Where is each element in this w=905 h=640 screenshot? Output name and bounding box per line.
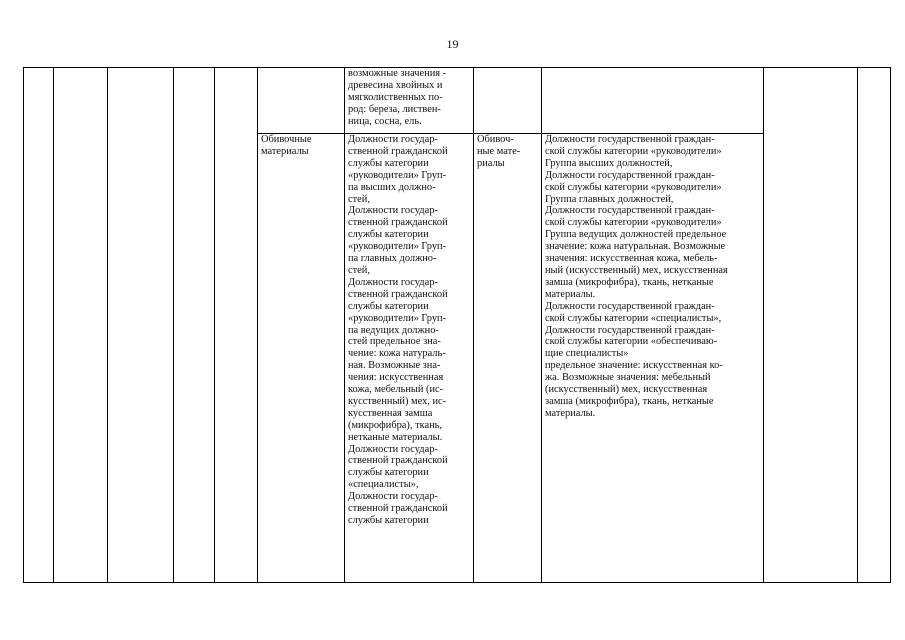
text-line: материалы. bbox=[545, 407, 596, 419]
text-line: древесина хвойных и bbox=[348, 79, 443, 91]
text-line: службы категории bbox=[348, 157, 429, 169]
text-line: па главных должно- bbox=[348, 253, 437, 265]
text-line: «руководители» Груп- bbox=[348, 169, 447, 181]
text-line: стей, bbox=[348, 264, 370, 276]
table-cell-col7-main bbox=[345, 134, 474, 583]
text-line: щие специалисты» bbox=[545, 348, 629, 360]
text-line: «руководители» Груп- bbox=[348, 312, 447, 324]
text-line: замша (микрофибра), ткань, нетканые bbox=[545, 395, 714, 407]
text-line: службы категории bbox=[348, 229, 429, 241]
text-line: Обивоч- bbox=[477, 134, 514, 145]
text-line: ской службы категории «обеспечиваю- bbox=[545, 336, 718, 348]
text-line: предельное значение: искусственная ко- bbox=[545, 360, 723, 372]
text-line: (микрофибра), ткань, bbox=[348, 419, 443, 431]
text-line: стей предельное зна- bbox=[348, 336, 441, 348]
text-line: Должности государ- bbox=[348, 276, 438, 288]
text-line: (искусственный) мех, искусственная bbox=[545, 384, 708, 396]
text-line: замша (микрофибра), ткань, нетканые bbox=[545, 276, 714, 288]
text-line: жа. Возможные значения: мебельный bbox=[545, 372, 711, 384]
text-line: ственной гражданской bbox=[348, 288, 448, 300]
table-cell-col3 bbox=[108, 68, 174, 583]
text-line: стей, bbox=[348, 193, 370, 205]
text-line: ственной гражданской bbox=[348, 217, 448, 229]
text-line: Должности государ- bbox=[348, 134, 438, 145]
text-line: службы категории bbox=[348, 300, 429, 312]
text-line: Должности государственной граждан- bbox=[545, 300, 715, 312]
table-cell-col9-main bbox=[542, 134, 764, 583]
text-line: ской службы категории «специалисты», bbox=[545, 312, 722, 324]
text-line: значение: кожа натуральная. Возможные bbox=[545, 241, 726, 253]
text-line: Должности государ- bbox=[348, 205, 438, 217]
text-line: ской службы категории «руководители» bbox=[545, 145, 722, 157]
table-cell-col2 bbox=[54, 68, 108, 583]
table-cell-col6-main bbox=[258, 134, 345, 583]
table-cell-col7-top bbox=[345, 68, 474, 134]
text-line: Должности государственной граждан- bbox=[545, 205, 715, 217]
text-line: Обивочные bbox=[261, 134, 312, 145]
text-line: па ведущих должно- bbox=[348, 324, 439, 336]
text-line: Группа ведущих должностей предельное bbox=[545, 229, 727, 241]
text-line: материалы bbox=[261, 145, 309, 157]
text-line: чения: искусственная bbox=[348, 372, 444, 384]
text-line: кусственная замша bbox=[348, 407, 433, 419]
table-cell-col9-top bbox=[542, 68, 764, 134]
text-line: Должности государственной граждан- bbox=[545, 169, 715, 181]
text-line: «специалисты», bbox=[348, 479, 419, 491]
text-line: службы категории bbox=[348, 515, 429, 526]
document-table bbox=[23, 67, 891, 583]
text-line: ные мате- bbox=[477, 145, 521, 157]
table-cell-col6-top bbox=[258, 68, 345, 134]
table-cell-col1 bbox=[24, 68, 54, 583]
text-line: ница, сосна, ель. bbox=[348, 115, 422, 127]
text-line: па высших должно- bbox=[348, 181, 436, 193]
text-line: материалы. bbox=[545, 288, 596, 300]
table-row-top bbox=[24, 68, 891, 134]
text-line: ственной гражданской bbox=[348, 503, 448, 515]
table-cell-col11 bbox=[858, 68, 891, 583]
table-cell-col10 bbox=[764, 68, 858, 583]
table-cell-col4 bbox=[174, 68, 215, 583]
text-line: ный (искусственный) мех, искусственная bbox=[545, 264, 728, 276]
text-line: Группа высших должностей, bbox=[545, 157, 673, 169]
text-line: мягколиственных по- bbox=[348, 91, 443, 103]
text-line: ная. Возможные зна- bbox=[348, 360, 441, 372]
text-line: значения: искусственная кожа, мебель- bbox=[545, 253, 718, 265]
text-line: службы категории bbox=[348, 467, 429, 479]
text-line: род: береза, листвен- bbox=[348, 103, 441, 115]
text-line: ской службы категории «руководители» bbox=[545, 217, 722, 229]
text-line: риалы bbox=[477, 157, 505, 169]
text-line: ственной гражданской bbox=[348, 455, 448, 467]
text-line: кусственный) мех, ис- bbox=[348, 395, 447, 407]
text-line: Должности государственной граждан- bbox=[545, 324, 715, 336]
text-line: чение: кожа натураль- bbox=[348, 348, 446, 360]
text-line: кожа, мебельный (ис- bbox=[348, 384, 444, 396]
text-line: нетканые материалы. bbox=[348, 431, 443, 443]
text-line: ственной гражданской bbox=[348, 145, 448, 157]
text-line: Группа главных должностей, bbox=[545, 193, 674, 205]
text-line: Должности государ- bbox=[348, 443, 438, 455]
text-line: возможные значения - bbox=[348, 68, 447, 79]
table-cell-col8-top bbox=[474, 68, 542, 134]
page-number: 19 bbox=[446, 37, 459, 51]
text-line: «руководители» Груп- bbox=[348, 241, 447, 253]
text-line: Должности государ- bbox=[348, 491, 438, 503]
table-cell-col8-main bbox=[474, 134, 542, 583]
text-line: ской службы категории «руководители» bbox=[545, 181, 722, 193]
text-line: Должности государственной граждан- bbox=[545, 134, 715, 145]
table-cell-col5 bbox=[215, 68, 258, 583]
